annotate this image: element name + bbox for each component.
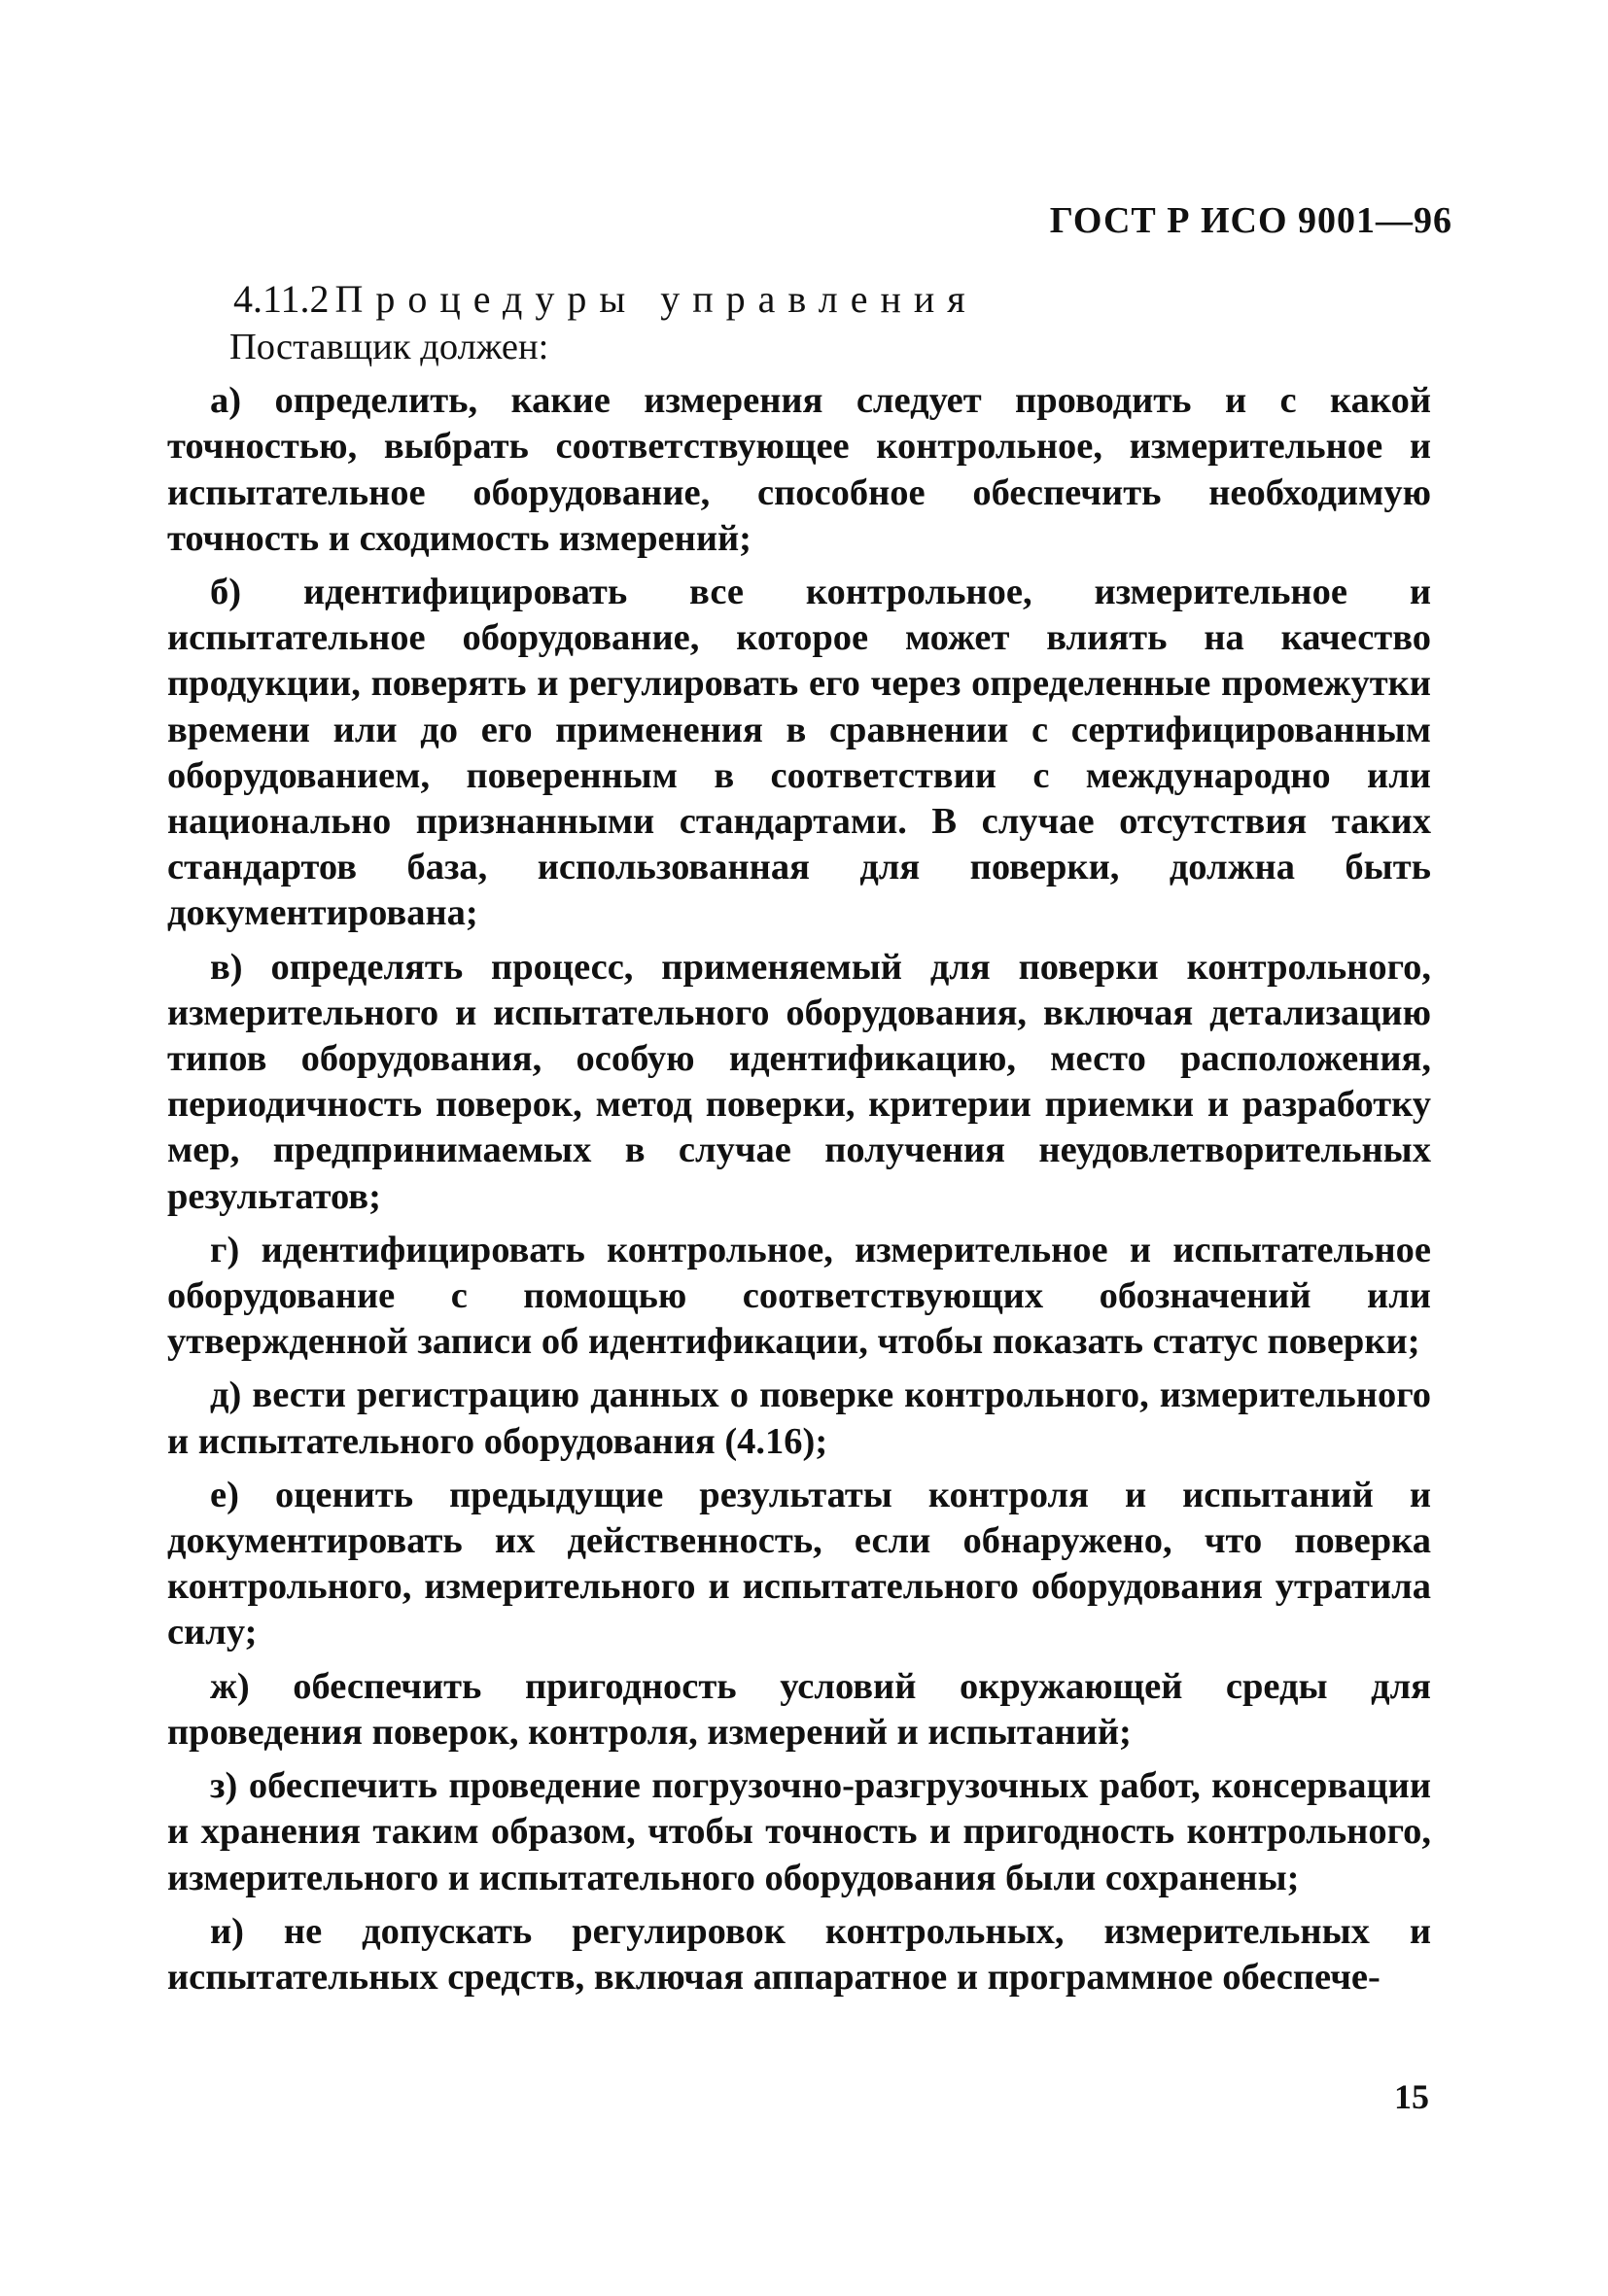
list-item <box>167 1473 1431 1656</box>
list-item-text: определять процесс, применяемый для поверки контрольного, измерительного и испытательного оборудования, включая детализацию типов оборудования, особую идентификацию, место расположения, периодичность поверок, метод поверки, критерии приемки и разработку мер, предпринимаемых в случае получения неудовлетворительных результатов; <box>167 946 1432 1217</box>
list-item-text: оценить предыдущие результаты контроля и испытаний и документировать их действенность, если обнаружено, что поверка контрольного, измерительного и испытательного оборудования утратила силу; <box>167 1474 1432 1653</box>
list-item-text: не допускать регулировок контрольных, измерительных и испытательных средств, включая аппаратное и программное обеспече- <box>167 1910 1431 1998</box>
list-item <box>167 1664 1431 1756</box>
list-item <box>167 1909 1431 2000</box>
list-item-text: обеспечить пригодность условий окружающей среды для проведения поверок, контроля, измерений и испытаний; <box>167 1665 1431 1753</box>
list-item-marker: и) <box>210 1910 245 1952</box>
list-item <box>167 378 1431 562</box>
list-item <box>167 1763 1431 1901</box>
list-item-text: обеспечить проведение погрузочно-разгрузочных работ, консервации и хранения таким образом, чтобы точность и пригодность контрольного, измерительного и испытательного оборудования были сохранены; <box>167 1765 1432 1898</box>
list-item-text: идентифицировать контрольное, измерительное и испытательное оборудование с помощью соответствующих обозначений или утвержденной записи об идентификации, чтобы показать статус поверки; <box>167 1229 1431 1363</box>
list-item-marker: в) <box>210 946 243 988</box>
list-item-marker: а) <box>210 380 242 422</box>
list-item-marker: б) <box>210 572 242 613</box>
list-item <box>167 570 1431 937</box>
list-item-text: определить, какие измерения следует проводить и с какой точностью, выбрать соответствующее контрольное, измерительное и испытательное оборудование, способное обеспечить необходимую точность и сходимость измерений; <box>167 380 1432 559</box>
list-item <box>167 945 1431 1220</box>
list-item-marker: е) <box>210 1474 239 1515</box>
document-header: ГОСТ Р ИСО 9001—96 <box>1049 200 1452 241</box>
list-item-marker: д) <box>210 1374 242 1416</box>
list-item-marker: г) <box>210 1229 240 1270</box>
list-item <box>167 1373 1431 1464</box>
list-item-marker: ж) <box>210 1665 250 1707</box>
list-item-marker: з) <box>210 1765 238 1807</box>
intro-text: Поставщик должен: <box>229 327 549 367</box>
list-item-text: идентифицировать все контрольное, измерительное и испытательное оборудование, которое может влиять на качество продукции, поверять и регулировать его через определенные промежутки времени или до его применения в сравнении с сертифицированным оборудованием, поверенным в соответствии с международно или национально признанными стандартами. В случае отсутствия таких стандартов база, использованная для поверки, должна быть документирована; <box>167 572 1432 934</box>
list-item-text: вести регистрацию данных о поверке контрольного, измерительного и испытательного оборудования (4.16); <box>167 1374 1431 1462</box>
section-number: 4.11.2 <box>233 277 330 321</box>
list-item <box>167 1228 1431 1366</box>
document-body <box>167 274 1431 2008</box>
page-number: 15 <box>1394 2077 1429 2116</box>
section-heading <box>233 274 1431 325</box>
section-title: Процедуры управления <box>334 277 978 321</box>
